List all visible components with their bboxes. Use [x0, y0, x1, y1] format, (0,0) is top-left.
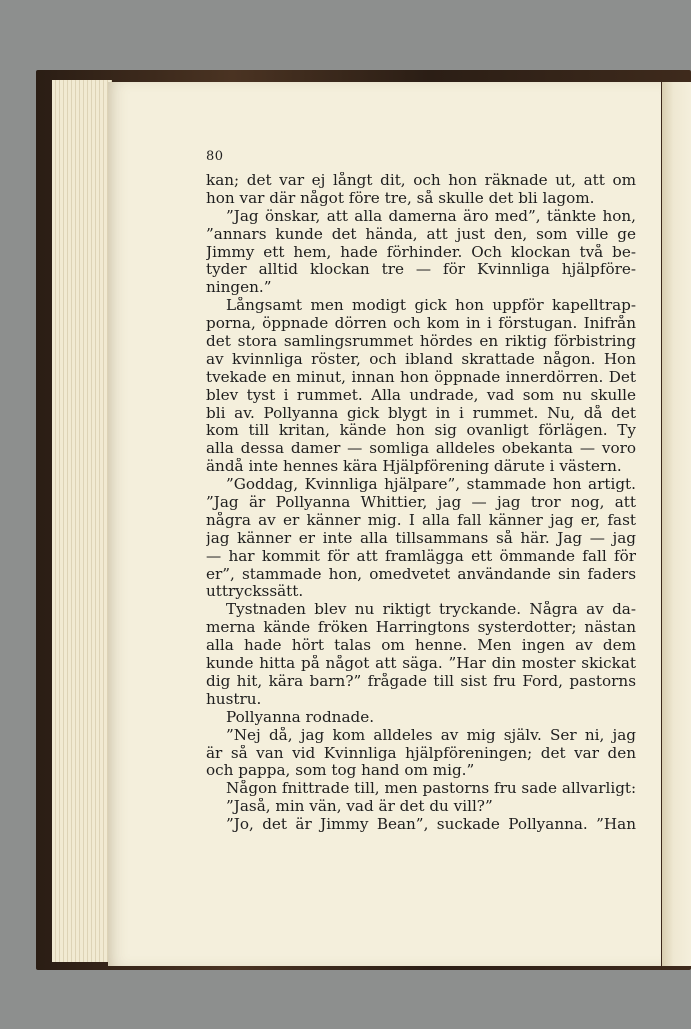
text-line: uttryckssätt.: [206, 583, 304, 601]
text-line: — har kommit för att framlägga ett ömmande fall för: [206, 547, 636, 565]
text-line: Pollyanna rodnade.: [226, 708, 375, 726]
text-line: merna kände fröken Harringtons systerdotter; nästan: [206, 619, 636, 637]
page-stack-edges: [52, 80, 112, 962]
text-line: hon var där något före tre, så skulle det bli lagom.: [206, 189, 595, 207]
text-line: av kvinnliga röster, och ibland skrattade någon. Hon: [206, 350, 636, 368]
text-line: Någon fnittrade till, men pastorns fru sade allvarligt:: [226, 780, 636, 798]
text-line: hustru.: [206, 690, 262, 708]
text-line: er”, stammade hon, omedvetet användande sin faders: [206, 565, 636, 583]
text-line: Tystnaden blev nu riktigt tryckande. Några av da-: [226, 601, 636, 619]
text-line: det stora samlingsrummet hördes en riktig förbistring: [206, 333, 636, 351]
text-line: kunde hitta på något att säga. ”Har din moster skickat: [206, 655, 636, 673]
text-line: är så van vid Kvinnliga hjälpföreningen; det var den: [206, 744, 636, 762]
text-line: dig hit, kära barn?” frågade till sist fru Ford, pastorns: [206, 672, 636, 690]
text-line: tvekade en minut, innan hon öppnade innerdörren. Det: [206, 368, 636, 386]
text-line: bli av. Pollyanna gick blygt in i rummet. Nu, då det: [206, 404, 636, 422]
text-line: ”annars kunde det hända, att just den, som ville ge: [206, 225, 636, 243]
text-line: kan; det var ej långt dit, och hon räknade ut, att om: [206, 172, 636, 189]
next-page-edge: [662, 82, 691, 966]
text-line: tyder alltid klockan tre — för Kvinnliga hjälpföre-: [206, 261, 636, 279]
text-line: ”Nej då, jag kom alldeles av mig själv. Ser ni, jag: [226, 726, 636, 744]
text-line: ändå inte hennes kära Hjälpförening därute i västern.: [206, 458, 622, 476]
text-line: ”Jag önskar, att alla damerna äro med”, tänkte hon,: [226, 207, 636, 225]
text-line: porna, öppnade dörren och kom in i förstugan. Inifrån: [206, 315, 636, 333]
text-line: Jimmy ett hem, hade förhinder. Och klockan två be-: [206, 243, 636, 261]
text-line: jag känner er inte alla tillsammans så här. Jag — jag: [206, 529, 636, 547]
text-line: ”Jo, det är Jimmy Bean”, suckade Pollyanna. ”Han: [226, 816, 636, 834]
text-line: och pappa, som tog hand om mig.”: [206, 762, 475, 780]
text-line: ”Jaså, min vän, vad är det du vill?”: [226, 798, 493, 816]
text-line: ”Goddag, Kvinnliga hjälpare”, stammade hon artigt.: [226, 476, 636, 494]
text-line: blev tyst i rummet. Alla undrade, vad som nu skulle: [206, 386, 636, 404]
text-line: några av er känner mig. I alla fall känner jag er, fast: [206, 511, 636, 529]
text-line: ”Jag är Pollyanna Whittier, jag — jag tror nog, att: [206, 494, 636, 512]
text-line: kom till kritan, kände hon sig ovanligt förlägen. Ty: [206, 422, 636, 440]
page-number: 80: [206, 149, 224, 164]
text-line: ningen.”: [206, 279, 272, 297]
page-text: [206, 172, 636, 834]
text-line: alla hade hört talas om henne. Men ingen av dem: [206, 637, 636, 655]
text-line: Långsamt men modigt gick hon uppför kapelltrap-: [226, 297, 636, 315]
text-line: alla dessa damer — somliga alldeles obekanta — voro: [206, 440, 636, 458]
